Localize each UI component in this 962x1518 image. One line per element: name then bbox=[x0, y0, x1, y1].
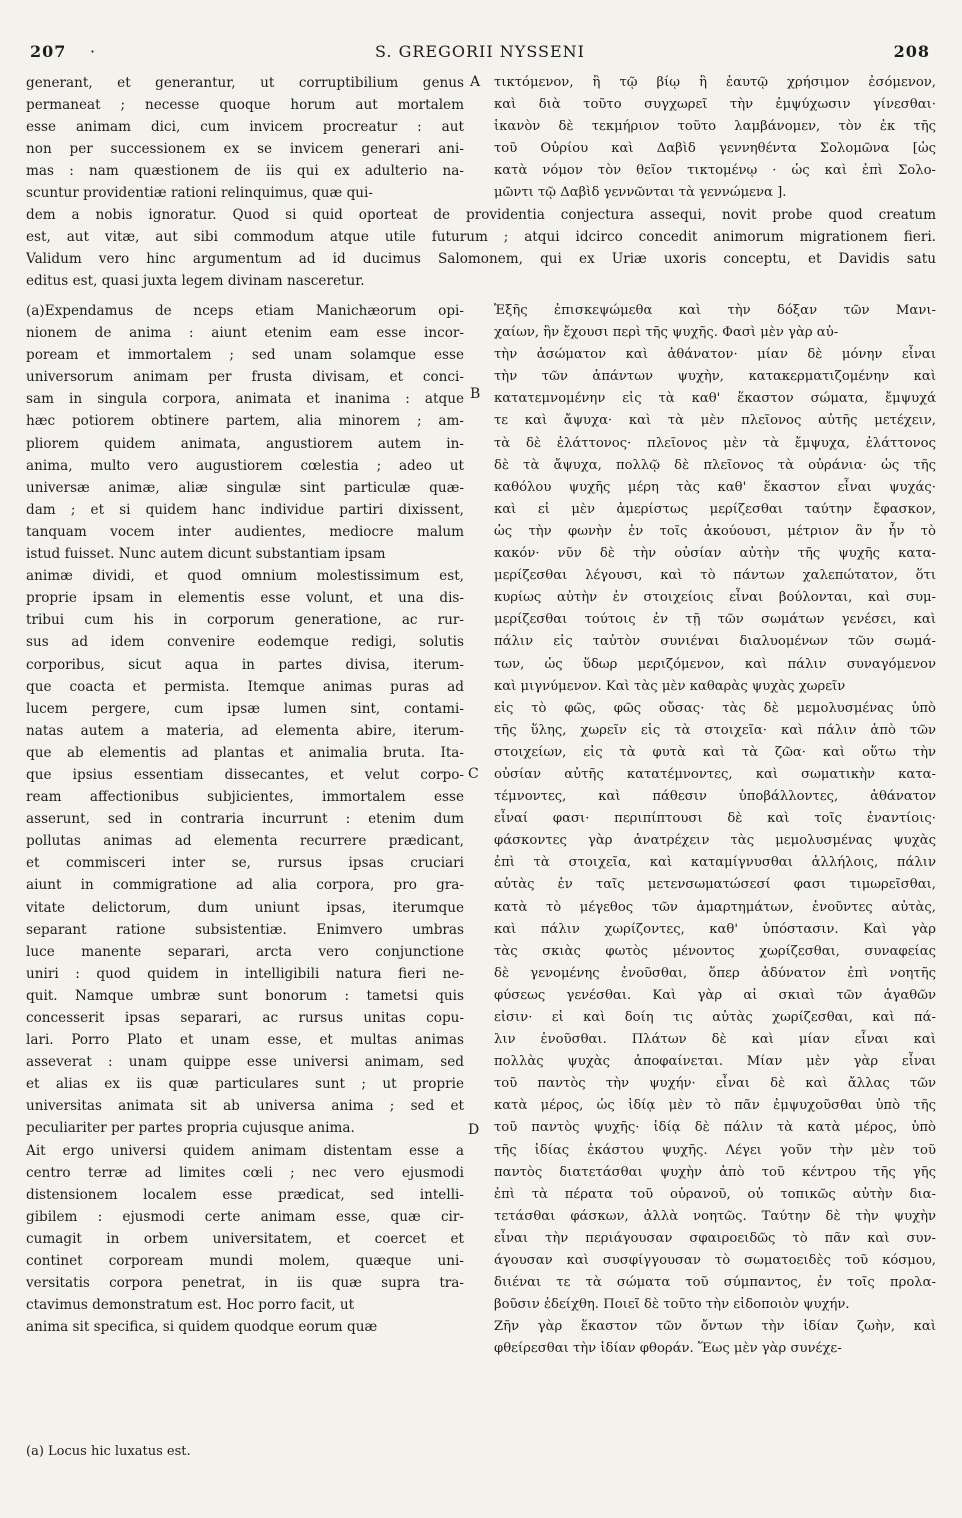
text-line: βοῦσιν ἐδείχθη. Ποιεῖ δὲ τοῦτο τὴν εἰδοποιὸν ψυχήν. bbox=[494, 1297, 850, 1313]
text-line: lucem pergere, cum ipsæ lumen sint, contami- bbox=[26, 700, 464, 717]
text-line: ὡς τὴν φωνὴν ἐν τοῖς ἀκούουσι, μέτριον ἂν ἦν τὸ bbox=[494, 523, 936, 539]
text-line: peculiariter per partes propria cujusque anima. bbox=[26, 1120, 355, 1137]
text-line: asseverat : unam quippe esse universi animam, sed bbox=[26, 1054, 464, 1071]
running-title: S. GREGORII NYSSENI bbox=[375, 42, 585, 61]
text-line: χαίων, ἣν ἔχουσι περὶ τῆς ψυχῆς. Φασὶ μὲν γὰρ αὐ- bbox=[494, 325, 839, 341]
text-line: corporibus, sicut aqua in partes divisa, iterum- bbox=[26, 656, 464, 673]
text-line: καὶ μιγνύμενον. Καὶ τὰς μὲν καθαρὰς ψυχὰς χωρεῖν bbox=[494, 678, 846, 694]
text-line: τὴν τῶν ἁπάντων ψυχὴν, κατακερματιζομένην καὶ bbox=[494, 369, 936, 385]
text-line: non per successionem ex se invicem generari ani- bbox=[26, 141, 464, 158]
text-line: asserunt, sed in contraria incurrunt : etenim dum bbox=[26, 811, 464, 828]
text-line: editus est, quasi juxta legem divinam nasceretur. bbox=[26, 273, 365, 290]
text-line: cumagit in orbem universitatem, et coercet et bbox=[26, 1230, 464, 1247]
text-line: scuntur providentiæ rationi relinquimus, quæ qui- bbox=[26, 185, 373, 202]
text-line: animæ dividi, et quod omnium molestissimum est, bbox=[26, 568, 464, 585]
text-line: δὲ τὰ ἄψυχα, πολλῷ δὲ πλεῖονος τὰ οὐράνια· ὡς τῆς bbox=[494, 457, 936, 473]
text-line: τὰς σκιὰς φωτὸς μένοντος χωρίζεσθαι, συναφείας bbox=[494, 943, 936, 959]
latin-column bbox=[26, 300, 464, 1338]
text-line: μῶντι τῷ Δαβὶδ γεννῶνται τὰ γεννώμενα ]. bbox=[494, 185, 787, 201]
text-line: pollutas animas ad elementa recurrere prædicant, bbox=[26, 833, 464, 850]
text-line: κυρίως αὐτὴν ἐν στοιχείοις εἶναι βούλονται, καὶ συμ- bbox=[494, 590, 936, 606]
text-line: ἐπὶ τὰ στοιχεῖα, καὶ καταμίγνυσθαι ἀλλήλοις, πάλιν bbox=[494, 855, 936, 871]
text-line: pliorem quidem animata, angustiorem autem in- bbox=[26, 435, 464, 452]
text-line: (a)Expendamus de nceps etiam Manichæorum opi- bbox=[26, 303, 464, 319]
text-line: οὐσίαν αὐτῆς κατατέμνοντες, καὶ σωματικὴν κατα- bbox=[494, 766, 936, 782]
text-line: στοιχείων, εἰς τὰ φυτὰ καὶ τὰ ζῶα· καὶ οὕτω τὴν bbox=[494, 744, 936, 760]
text-line: concesserit ipsas separari, ac rursus unitas copu- bbox=[26, 1010, 464, 1026]
text-line: ream affectionibus subjicientes, immortalem esse bbox=[26, 789, 464, 806]
header-dot: · bbox=[90, 42, 97, 61]
margin-marker-d: D bbox=[468, 1122, 480, 1138]
margin-marker-c: C bbox=[468, 766, 479, 782]
text-line: que ab elementis ad plantas et animalia bruta. Ita- bbox=[26, 744, 464, 761]
text-line: διιέναι τε τὰ σώματα τοῦ σύμπαντος, ἐν τοῖς προλα- bbox=[494, 1275, 936, 1291]
text-line: luce manente separari, arcta vero conjunctione bbox=[26, 943, 464, 960]
text-line: vitate delictorum, dum uniunt ipsas, iterumque bbox=[26, 899, 464, 916]
text-line: καθόλου ψυχῆς μέρη τὰς καθ' ἕκαστον εἶναι ψυχάς· bbox=[494, 479, 936, 495]
text-line: φύσεως γενέσθαι. Καὶ γὰρ αἱ σκιαὶ τῶν ἀγαθῶν bbox=[494, 987, 936, 1003]
text-line: λιν ἑνοῦσθαι. Πλάτων δὲ καὶ μίαν εἶναι καὶ bbox=[494, 1032, 936, 1048]
text-line: τοῦ παντὸς ψυχῆς· ἰδίᾳ δὲ πάλιν τὰ κατὰ μέρος, ὑπὸ bbox=[494, 1120, 936, 1136]
text-line: proprie ipsam in elementis esse volunt, et una dis- bbox=[26, 590, 464, 607]
greek-column bbox=[494, 300, 936, 1361]
text-line: τοῦ Οὐρίου καὶ Δαβὶδ γεννηθέντα Σολομῶνα [ὡς bbox=[494, 141, 936, 157]
text-line: que ipsius essentiam dissecantes, et velut corpo- bbox=[26, 766, 464, 783]
page-number-right: 208 bbox=[893, 42, 930, 61]
text-line: Ait ergo universi quidem animam distentam esse a bbox=[26, 1142, 464, 1159]
text-line: separant ratione subsistentiæ. Enimvero umbras bbox=[26, 921, 464, 938]
text-line: generant, et generantur, ut corruptibilium genus bbox=[26, 75, 464, 91]
text-line: et alias ex iis quæ particulares sunt ; ut proprie bbox=[26, 1076, 464, 1093]
top-latin-column bbox=[26, 72, 464, 205]
text-line: universæ animæ, aliæ singulæ sint particulæ quæ- bbox=[26, 479, 464, 496]
text-line: que coacta et permista. Itemque animas puras ad bbox=[26, 678, 464, 695]
text-line: sam in singula corpora, animata et inanima : atque bbox=[26, 391, 464, 408]
text-line: εἰς τὸ φῶς, φῶς οὔσας· τὰς δὲ μεμολυσμένας ὑπὸ bbox=[494, 700, 936, 716]
running-header bbox=[30, 42, 930, 64]
text-line: poream et immortalem ; sed unam solamque esse bbox=[26, 347, 464, 364]
text-line: gibilem : ejusmodi certe animam esse, quæ cir- bbox=[26, 1208, 464, 1225]
text-line: continet corpoream mundi molem, quæque uni- bbox=[26, 1253, 464, 1270]
text-line: mas : nam quæstionem de iis qui ex adulterio na- bbox=[26, 163, 464, 180]
text-line: τετάσθαι φάσκων, ἀλλὰ νοητῶς. Ταύτην δὲ τὴν ψυχὴν bbox=[494, 1208, 936, 1224]
text-line: φάσκοντες γὰρ ἀνατρέχειν τὰς μεμολυσμένας ψυχὰς bbox=[494, 833, 936, 849]
text-line: ἐπὶ τὰ πέρατα τοῦ οὐρανοῦ, οὐ τοπικῶς αὐτὴν δια- bbox=[494, 1186, 936, 1202]
text-line: dam ; et si quidem hanc individue partiri dixissent, bbox=[26, 501, 464, 518]
text-line: esse animam dici, cum invicem procreatur : aut bbox=[26, 119, 464, 136]
text-line: μερίζεσθαι λέγουσι, καὶ τὸ πάντων χαλεπώτατον, ὅτι bbox=[494, 568, 936, 584]
text-line: τε καὶ ἄψυχα· καὶ τὰ μὲν πλεῖονος αὐτῆς μετέχειν, bbox=[494, 413, 936, 429]
text-line: ἱκανὸν δὲ τεκμήριον τοῦτο λαμβάνομεν, τὸν ἐκ τῆς bbox=[494, 119, 936, 135]
text-line: anima sit specifica, si quidem quodque eorum quæ bbox=[26, 1319, 378, 1336]
text-line: κακόν· νῦν δὲ τὴν οὐσίαν αὐτὴν τῆς ψυχῆς κατα- bbox=[494, 546, 936, 562]
text-line: aiunt in commigratione ad alia corpora, pro gra- bbox=[26, 877, 464, 894]
page-number-left: 207 bbox=[30, 42, 67, 61]
text-line: τέμνοντες, καὶ πάθεσιν ὑποβάλλοντες, ἀθάνατον bbox=[494, 789, 936, 805]
text-line: αὐτὰς ἐν ταῖς μετενσωματώσεσί φασι τιμωρεῖσθαι, bbox=[494, 877, 936, 893]
text-line: lari. Porro Plato et unam esse, et multas animas bbox=[26, 1032, 464, 1049]
text-line: πολλὰς ψυχὰς ἀποφαίνεται. Μίαν μὲν γὰρ εἶναι bbox=[494, 1054, 936, 1070]
text-line: καὶ εἰ μὲν ἀμερίστως μερίζεσθαι ταύτην ἔφασκον, bbox=[494, 501, 936, 517]
text-line: δὲ γενομένης ἑνοῦσθαι, ὅπερ ἀδύνατον ἐπὶ νοητῆς bbox=[494, 965, 936, 981]
text-line: φθείρεσθαι τὴν ἰδίαν φθοράν. Ἕως μὲν γὰρ συνέχε- bbox=[494, 1341, 842, 1357]
text-line: tribui cum his in corporum generatione, ac rur- bbox=[26, 612, 464, 629]
text-line: κατὰ μέρος, ὡς ἰδίᾳ μὲν τὸ πᾶν ἐμψυχοῦσθαι ὑπὸ τῆς bbox=[494, 1098, 936, 1114]
text-line: quit. Namque umbræ sunt bonorum : tametsi quis bbox=[26, 987, 464, 1004]
text-line: των, ὡς ὕδωρ μεριζόμενον, καὶ πάλιν συναγόμενον bbox=[494, 656, 936, 672]
text-line: εἰσιν· εἰ καὶ δοίη τις αὐτὰς χωρίζεσθαι, καὶ πά- bbox=[494, 1010, 936, 1025]
text-line: εἶναί φασι· περιπίπτουσι δὲ καὶ τοῖς ἐναντίοις· bbox=[494, 811, 936, 827]
text-line: άγουσαν καὶ συσφίγγουσαν τὸ σωματοειδὲς τοῦ κόσμου, bbox=[494, 1253, 936, 1269]
text-line: κατὰ νόμον τὸν θεῖον τικτομένῳ · ὡς καὶ ἐπὶ Σολο- bbox=[494, 163, 936, 179]
text-line: κατατεμνομένην εἰς τὰ καθ' ἕκαστον σώματα, ἔμψυχά bbox=[494, 391, 936, 407]
text-line: nionem de anima : aiunt etenim eam esse incor- bbox=[26, 325, 464, 342]
full-width-paragraph bbox=[26, 204, 936, 292]
text-line: παντὸς διατετάσθαι ψυχὴν ἀπὸ τοῦ κέντρου τῆς γῆς bbox=[494, 1164, 936, 1180]
text-line: Ἑξῆς ἐπισκεψώμεθα καὶ τὴν δόξαν τῶν Μανι- bbox=[494, 303, 936, 318]
text-line: τῆς ὕλης, χωρεῖν εἰς τὰ στοιχεῖα· καὶ πάλιν ἀπὸ τῶν bbox=[494, 722, 936, 738]
text-line: natas autem a materia, ad elementa abire, iterum- bbox=[26, 722, 464, 739]
text-line: et commisceri inter se, rursus ipsas cruciari bbox=[26, 855, 464, 872]
text-line: centro terræ ad limites cœli ; nec vero ejusmodi bbox=[26, 1164, 464, 1181]
text-line: uniri : quod quidem in intelligibili natura fieri ne- bbox=[26, 965, 464, 982]
text-line: τὴν ἀσώματον καὶ ἀθάνατον· μίαν δὲ μόνην εἶναι bbox=[494, 347, 936, 363]
text-line: κατὰ τὸ μέγεθος τῶν ἁμαρτημάτων, ἑνοῦντες αὐτὰς, bbox=[494, 899, 936, 915]
text-line: τοῦ παντὸς τὴν ψυχήν· εἶναι δὲ καὶ ἄλλας τῶν bbox=[494, 1076, 936, 1092]
text-line: μερίζεσθαι τούτοις ἐν τῇ τῶν σωμάτων γενέσει, καὶ bbox=[494, 612, 936, 628]
text-line: permaneat ; necesse quoque horum aut mortalem bbox=[26, 97, 464, 114]
text-line: Ζῆν γὰρ ἕκαστον τῶν ὄντων τὴν ἰδίαν ζωὴν, καὶ bbox=[494, 1319, 936, 1335]
text-line: hæc potiorem obtinere partem, alia minorem ; am- bbox=[26, 413, 464, 430]
text-line: εἶναι τὴν περιάγουσαν σφαιροειδῶς τὸ πᾶν καὶ συν- bbox=[494, 1230, 936, 1246]
text-line: universitas animata sit ab universa anima ; sed et bbox=[26, 1098, 464, 1115]
text-line: sus ad idem convenire eodemque redigi, solutis bbox=[26, 634, 464, 651]
text-line: καὶ διὰ τοῦτο συγχωρεῖ τὴν ἐμψύχωσιν γίνεσθαι· bbox=[494, 97, 936, 113]
text-line: τῆς ἰδίας ἑκάστου ψυχῆς. Λέγει γοῦν τὴν μὲν τοῦ bbox=[494, 1142, 936, 1158]
top-greek-column bbox=[494, 72, 936, 205]
text-line: distensionem localem esse prædicat, sed intelli- bbox=[26, 1186, 464, 1203]
text-line: universorum animam per frusta divisam, et conci- bbox=[26, 369, 464, 386]
footnote: (a) Locus hic luxatus est. bbox=[26, 1444, 191, 1459]
text-line: versitatis corpora penetrat, in iis quæ supra tra- bbox=[26, 1275, 464, 1292]
text-line: καὶ πάλιν χωρίζοντες, καθ' ὑπόστασιν. Καὶ γὰρ bbox=[494, 921, 936, 937]
text-line: est, aut vitæ, aut sibi commodum atque utile futurum ; atqui idcirco concedit animorum migrationem fieri. bbox=[26, 229, 936, 246]
text-line: anima, multo vero augustiorem cœlestia ; adeo ut bbox=[26, 457, 464, 474]
text-line: istud fuisset. Nunc autem dicunt substantiam ipsam bbox=[26, 546, 386, 563]
margin-marker-a: A bbox=[470, 74, 481, 90]
text-line: tanquam vocem inter audientes, mediocre malum bbox=[26, 523, 464, 540]
text-line: πάλιν εἰς ταὐτὸν συνιέναι διαλυομένων τῶν σωμά- bbox=[494, 634, 936, 650]
margin-marker-b: B bbox=[470, 386, 481, 402]
text-line: τικτόμενον, ἢ τῷ βίῳ ἢ ἑαυτῷ χρήσιμον ἐσόμενον, bbox=[494, 75, 936, 90]
text-line: dem a nobis ignoratur. Quod si quid oporteat de providentia conjectura assequi, novit probe quod creatum bbox=[26, 207, 936, 223]
text-line: τὰ δὲ ἐλάττονος· πλεῖονος μὲν τὰ ἔμψυχα, ἐλάττονος bbox=[494, 435, 936, 451]
text-line: Validum vero hinc argumentum ad id ducimus Salomonem, qui ex Uriæ uxoris conceptu, et Davidis satu bbox=[26, 251, 936, 268]
text-line: ctavimus demonstratum est. Hoc porro facit, ut bbox=[26, 1297, 355, 1314]
